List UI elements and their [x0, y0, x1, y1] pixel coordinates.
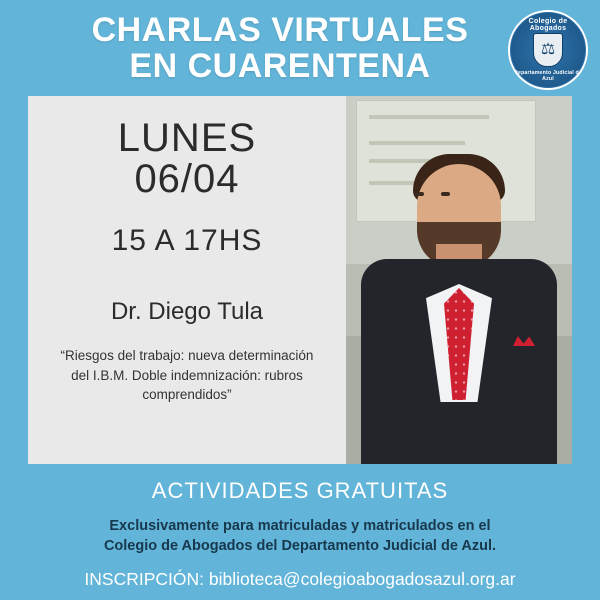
event-details [28, 96, 346, 464]
exclusivity-line-2: Colegio de Abogados del Departamento Judicial de Azul. [103, 538, 497, 555]
free-activities-label: ACTIVIDADES GRATUITAS [151, 478, 449, 503]
screen-text-line [369, 115, 489, 119]
logo-inner [511, 13, 585, 87]
event-time: 15 A 17HS [111, 224, 263, 257]
logo-bottom-text: Departamento Judicial de Azul [514, 70, 582, 82]
logo-top-text: Colegio de Abogados [528, 18, 568, 32]
exclusivity-note [104, 516, 496, 557]
speaker-photo [346, 96, 572, 464]
event-day: LUNES [117, 116, 257, 160]
bar-association-logo [508, 10, 588, 90]
eye-right [441, 192, 450, 196]
eye-left [415, 192, 424, 196]
page-title [92, 12, 509, 84]
poster-footer [0, 464, 600, 600]
person-figure [359, 174, 559, 464]
event-date: 06/04 [134, 157, 240, 201]
scales-of-justice-icon: ⚖ [540, 41, 556, 58]
registration-info: INSCRIPCIÓN: biblioteca@colegioabogadosazul.org.ar [84, 568, 516, 589]
shield-icon [533, 33, 563, 67]
exclusivity-line-1: Exclusivamente para matriculadas y matriculados en el [109, 518, 491, 534]
speaker-name: Dr. Diego Tula [110, 298, 264, 325]
talk-topic: “Riesgos del trabajo: nueva determinación del I.B.M. Doble indemnización: rubros comprendidos” [60, 348, 314, 403]
title-line-2: EN CUARENTENA [129, 47, 431, 85]
screen-text-line [369, 141, 465, 145]
title-line-1: CHARLAS VIRTUALES [91, 10, 469, 49]
main-panel [28, 96, 572, 464]
